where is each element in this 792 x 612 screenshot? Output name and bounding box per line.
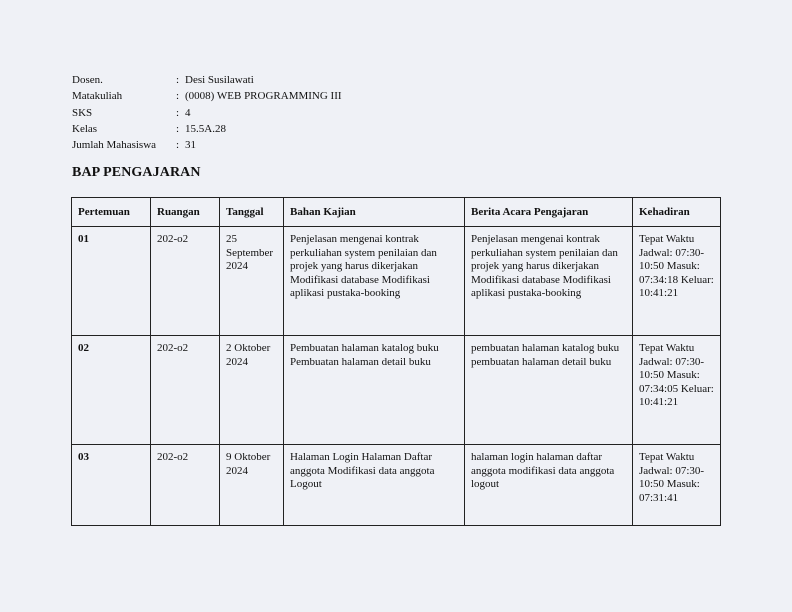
info-row-kelas — [72, 121, 342, 137]
table-row — [72, 336, 721, 445]
cell-ruangan: 202-o2 — [151, 445, 220, 526]
info-value-jumlah: 31 — [185, 139, 196, 152]
cell-tanggal: 25 September 2024 — [220, 227, 284, 336]
course-info — [72, 72, 342, 153]
info-label: SKS — [72, 106, 93, 119]
info-row-matakuliah — [72, 88, 342, 104]
cell-ruangan: 202-o2 — [151, 227, 220, 336]
info-value-matakuliah: (0008) WEB PROGRAMMING III — [185, 90, 342, 103]
info-row-dosen — [72, 72, 342, 88]
info-value-sks: 4 — [185, 106, 191, 119]
bap-table — [71, 197, 721, 526]
info-colon: : — [176, 106, 180, 119]
header-bahan-kajian: Bahan Kajian — [284, 198, 465, 227]
info-label: Kelas — [72, 122, 98, 135]
info-colon: : — [176, 139, 180, 152]
cell-bahan-kajian: Halaman Login Halaman Daftar anggota Modifikasi data anggota Logout — [284, 445, 465, 526]
cell-kehadiran: Tepat Waktu Jadwal: 07:30-10:50 Masuk: 07:34:05 Keluar: 10:41:21 — [633, 336, 721, 445]
table-row — [72, 445, 721, 526]
cell-pertemuan: 03 — [72, 445, 151, 526]
cell-ruangan: 202-o2 — [151, 336, 220, 445]
info-row-jumlah — [72, 137, 342, 153]
section-title: BAP PENGAJARAN — [72, 165, 201, 180]
table-header-row — [72, 198, 721, 227]
info-colon: : — [176, 122, 180, 135]
info-label: Jumlah Mahasiswa — [72, 139, 157, 152]
cell-berita-acara: Penjelasan mengenai kontrak perkuliahan system penilaian dan projek yang harus dikerjakan Modifikasi database Modifikasi aplikasi pustaka-booking — [465, 227, 633, 336]
header-tanggal: Tanggal — [220, 198, 284, 227]
cell-kehadiran: Tepat Waktu Jadwal: 07:30-10:50 Masuk: 07:34:18 Keluar: 10:41:21 — [633, 227, 721, 336]
info-value-kelas: 15.5A.28 — [185, 122, 226, 135]
info-colon: : — [176, 90, 180, 103]
info-label: Dosen. — [72, 74, 103, 86]
info-label: Matakuliah — [72, 90, 123, 103]
cell-bahan-kajian: Penjelasan mengenai kontrak perkuliahan system penilaian dan projek yang harus dikerjakan Modifikasi database Modifikasi aplikasi pustaka-booking — [284, 227, 465, 336]
info-value-dosen: Desi Susilawati — [185, 74, 254, 86]
cell-kehadiran: Tepat Waktu Jadwal: 07:30-10:50 Masuk: 07:31:41 — [633, 445, 721, 526]
info-row-sks — [72, 105, 342, 121]
cell-pertemuan: 01 — [72, 227, 151, 336]
cell-berita-acara: halaman login halaman daftar anggota modifikasi data anggota logout — [465, 445, 633, 526]
info-colon: : — [176, 74, 180, 86]
header-berita-acara: Berita Acara Pengajaran — [465, 198, 633, 227]
cell-berita-acara: pembuatan halaman katalog buku pembuatan halaman detail buku — [465, 336, 633, 445]
cell-tanggal: 9 Oktober 2024 — [220, 445, 284, 526]
cell-bahan-kajian: Pembuatan halaman katalog buku Pembuatan halaman detail buku — [284, 336, 465, 445]
cell-tanggal: 2 Oktober 2024 — [220, 336, 284, 445]
header-kehadiran: Kehadiran — [633, 198, 721, 227]
cell-pertemuan: 02 — [72, 336, 151, 445]
header-ruangan: Ruangan — [151, 198, 220, 227]
table-row — [72, 227, 721, 336]
header-pertemuan: Pertemuan — [72, 198, 151, 227]
